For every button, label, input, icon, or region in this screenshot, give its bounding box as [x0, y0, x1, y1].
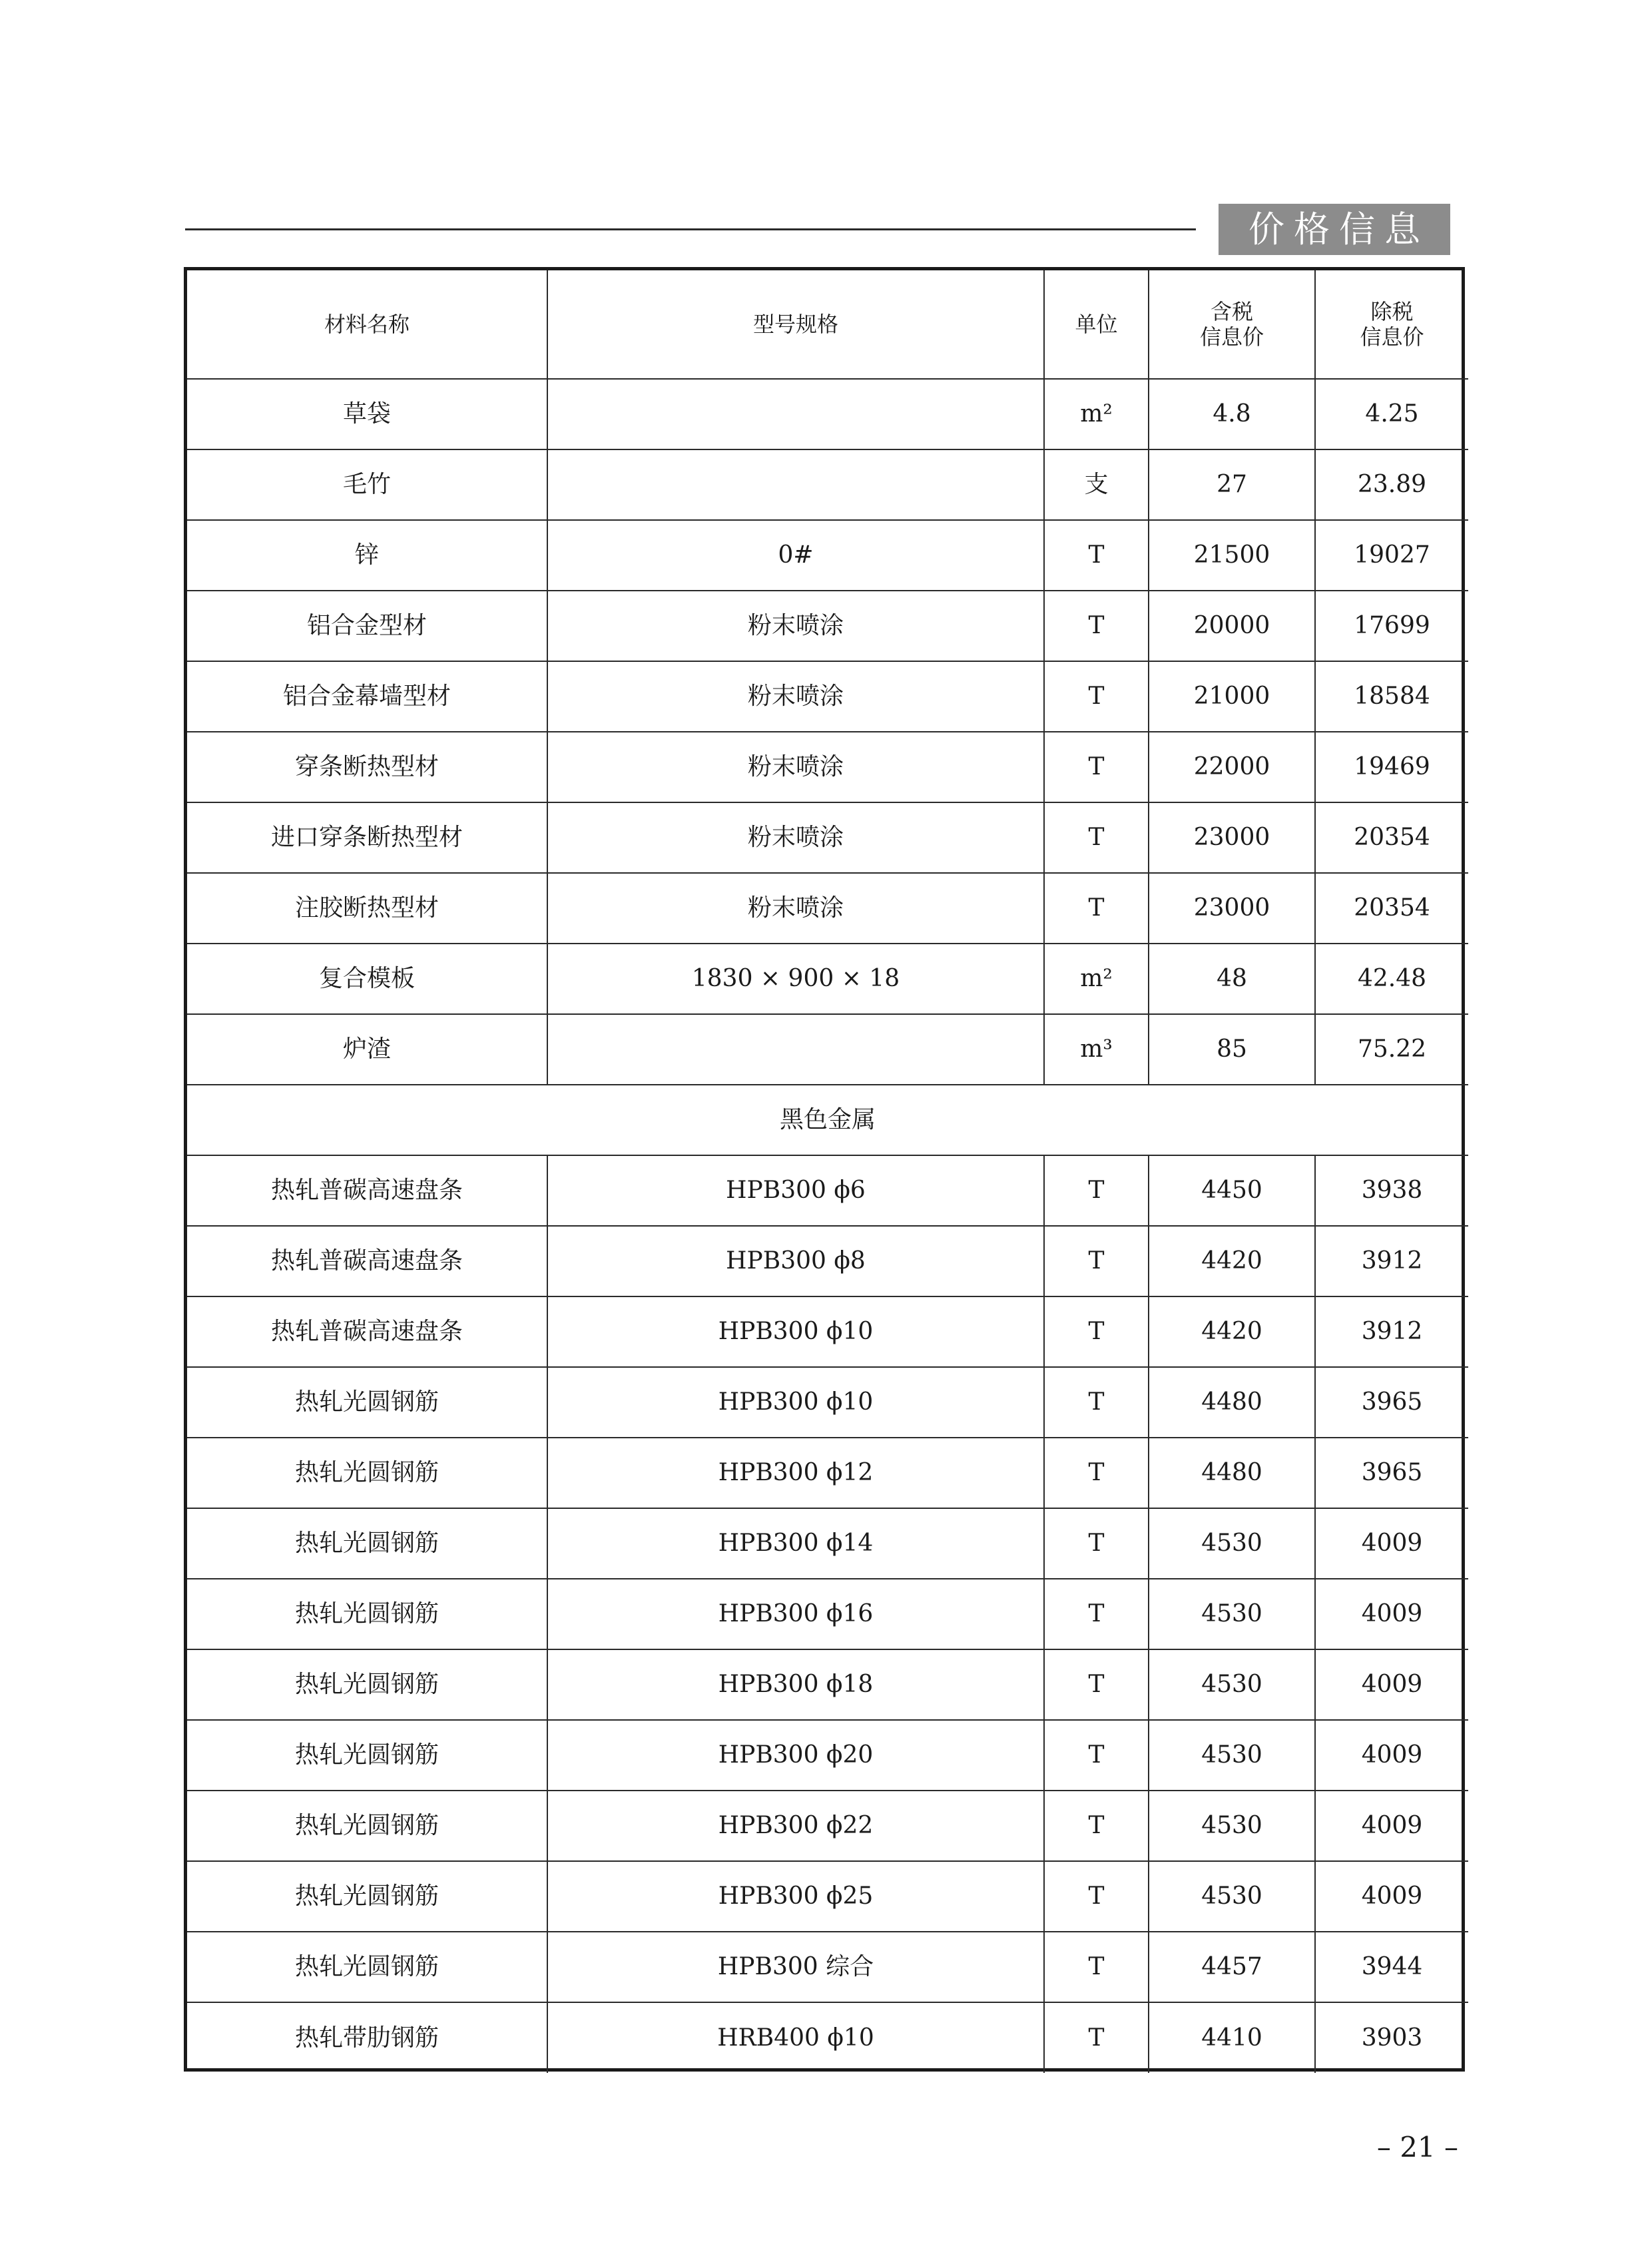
- column-header-tax-price: [1149, 270, 1315, 379]
- table-header-row: [187, 270, 1468, 379]
- cell-unit: T: [1044, 1720, 1149, 1791]
- cell-spec: HPB300 综合: [547, 1932, 1044, 2002]
- cell-name: 注胶断热型材: [187, 873, 547, 944]
- table-row: [187, 873, 1468, 944]
- cell-tax-price: 23000: [1149, 873, 1315, 944]
- cell-name: 毛竹: [187, 449, 547, 520]
- table-row: [187, 520, 1468, 591]
- cell-name: 热轧普碳高速盘条: [187, 1296, 547, 1367]
- cell-spec: [547, 1014, 1044, 1085]
- column-header-spec: 型号规格: [547, 270, 1044, 379]
- cell-name: 热轧光圆钢筋: [187, 1438, 547, 1508]
- cell-unit: T: [1044, 661, 1149, 732]
- cell-notax-price: 42.48: [1315, 944, 1468, 1014]
- cell-spec: 粉末喷涂: [547, 802, 1044, 873]
- cell-tax-price: 4480: [1149, 1438, 1315, 1508]
- table-row: [187, 1438, 1468, 1508]
- cell-notax-price: 4009: [1315, 1791, 1468, 1861]
- cell-notax-price: 4009: [1315, 1861, 1468, 1932]
- cell-notax-price: 19027: [1315, 520, 1468, 591]
- table-row: [187, 1932, 1468, 2002]
- cell-spec: HPB300 ϕ6: [547, 1155, 1044, 1226]
- cell-notax-price: 75.22: [1315, 1014, 1468, 1085]
- cell-unit: m²: [1044, 379, 1149, 449]
- cell-notax-price: 23.89: [1315, 449, 1468, 520]
- table-row: [187, 802, 1468, 873]
- cell-tax-price: 4480: [1149, 1367, 1315, 1438]
- table-row: [187, 1579, 1468, 1649]
- cell-unit: T: [1044, 2002, 1149, 2073]
- cell-spec: HPB300 ϕ8: [547, 1226, 1044, 1296]
- cell-tax-price: 4530: [1149, 1720, 1315, 1791]
- cell-unit: T: [1044, 732, 1149, 802]
- cell-tax-price: 4457: [1149, 1932, 1315, 2002]
- cell-tax-price: 4420: [1149, 1296, 1315, 1367]
- cell-notax-price: 20354: [1315, 802, 1468, 873]
- table-row: [187, 1720, 1468, 1791]
- cell-spec: HPB300 ϕ12: [547, 1438, 1044, 1508]
- table-row: [187, 1367, 1468, 1438]
- cell-unit: T: [1044, 1508, 1149, 1579]
- cell-tax-price: 21000: [1149, 661, 1315, 732]
- cell-unit: T: [1044, 1296, 1149, 1367]
- cell-notax-price: 3903: [1315, 2002, 1468, 2073]
- cell-name: 草袋: [187, 379, 547, 449]
- column-header-tax-price-line1: 含税: [1210, 298, 1253, 324]
- cell-notax-price: 4009: [1315, 1508, 1468, 1579]
- cell-tax-price: 4530: [1149, 1508, 1315, 1579]
- cell-tax-price: 85: [1149, 1014, 1315, 1085]
- section-label: 黑色金属: [187, 1085, 1468, 1155]
- cell-notax-price: 17699: [1315, 591, 1468, 661]
- cell-notax-price: 19469: [1315, 732, 1468, 802]
- cell-spec: HPB300 ϕ14: [547, 1508, 1044, 1579]
- cell-tax-price: 48: [1149, 944, 1315, 1014]
- column-header-notax-price-line2: 信息价: [1360, 324, 1424, 350]
- cell-name: 热轧光圆钢筋: [187, 1367, 547, 1438]
- cell-notax-price: 3944: [1315, 1932, 1468, 2002]
- cell-unit: 支: [1044, 449, 1149, 520]
- cell-tax-price: 4.8: [1149, 379, 1315, 449]
- header-rule: [185, 228, 1196, 230]
- cell-name: 热轧带肋钢筋: [187, 2002, 547, 2073]
- table-row: [187, 1508, 1468, 1579]
- cell-spec: 粉末喷涂: [547, 591, 1044, 661]
- cell-name: 铝合金型材: [187, 591, 547, 661]
- cell-name: 复合模板: [187, 944, 547, 1014]
- cell-unit: T: [1044, 1579, 1149, 1649]
- cell-tax-price: 4530: [1149, 1861, 1315, 1932]
- column-header-unit: 单位: [1044, 270, 1149, 379]
- cell-tax-price: 4530: [1149, 1649, 1315, 1720]
- cell-tax-price: 4530: [1149, 1579, 1315, 1649]
- cell-unit: T: [1044, 520, 1149, 591]
- cell-tax-price: 4450: [1149, 1155, 1315, 1226]
- cell-tax-price: 23000: [1149, 802, 1315, 873]
- cell-tax-price: 4420: [1149, 1226, 1315, 1296]
- cell-notax-price: 3965: [1315, 1438, 1468, 1508]
- cell-name: 热轧光圆钢筋: [187, 1579, 547, 1649]
- table-row: [187, 1649, 1468, 1720]
- cell-name: 热轧光圆钢筋: [187, 1861, 547, 1932]
- cell-tax-price: 4410: [1149, 2002, 1315, 2073]
- price-table-container: [184, 267, 1465, 2072]
- table-row: [187, 379, 1468, 449]
- cell-name: 热轧光圆钢筋: [187, 1720, 547, 1791]
- table-row: [187, 1155, 1468, 1226]
- cell-notax-price: 3965: [1315, 1367, 1468, 1438]
- table-row: [187, 449, 1468, 520]
- cell-notax-price: 3938: [1315, 1155, 1468, 1226]
- cell-unit: T: [1044, 1932, 1149, 2002]
- cell-spec: HPB300 ϕ25: [547, 1861, 1044, 1932]
- cell-unit: T: [1044, 1861, 1149, 1932]
- cell-name: 进口穿条断热型材: [187, 802, 547, 873]
- table-row: [187, 591, 1468, 661]
- column-header-name: 材料名称: [187, 270, 547, 379]
- cell-spec: 粉末喷涂: [547, 732, 1044, 802]
- cell-unit: T: [1044, 1649, 1149, 1720]
- column-header-tax-price-line2: 信息价: [1199, 324, 1264, 350]
- cell-unit: T: [1044, 1155, 1149, 1226]
- cell-spec: HPB300 ϕ20: [547, 1720, 1044, 1791]
- cell-spec: 0#: [547, 520, 1044, 591]
- cell-unit: T: [1044, 873, 1149, 944]
- cell-notax-price: 4.25: [1315, 379, 1468, 449]
- cell-spec: 粉末喷涂: [547, 873, 1044, 944]
- table-row: [187, 1791, 1468, 1861]
- cell-name: 热轧光圆钢筋: [187, 1791, 547, 1861]
- cell-spec: HPB300 ϕ10: [547, 1296, 1044, 1367]
- section-title-badge: 价格信息: [1219, 204, 1450, 255]
- cell-notax-price: 18584: [1315, 661, 1468, 732]
- cell-spec: [547, 449, 1044, 520]
- table-row: [187, 2002, 1468, 2073]
- cell-notax-price: 4009: [1315, 1579, 1468, 1649]
- cell-spec: HPB300 ϕ10: [547, 1367, 1044, 1438]
- cell-tax-price: 20000: [1149, 591, 1315, 661]
- cell-tax-price: 27: [1149, 449, 1315, 520]
- cell-tax-price: 4530: [1149, 1791, 1315, 1861]
- price-table: [187, 270, 1468, 2073]
- cell-name: 穿条断热型材: [187, 732, 547, 802]
- cell-name: 热轧光圆钢筋: [187, 1932, 547, 2002]
- cell-name: 热轧光圆钢筋: [187, 1649, 547, 1720]
- cell-name: 锌: [187, 520, 547, 591]
- section-row: [187, 1085, 1468, 1155]
- cell-spec: HPB300 ϕ22: [547, 1791, 1044, 1861]
- cell-name: 热轧普碳高速盘条: [187, 1226, 547, 1296]
- cell-tax-price: 21500: [1149, 520, 1315, 591]
- cell-spec: HPB300 ϕ18: [547, 1649, 1044, 1720]
- table-row: [187, 944, 1468, 1014]
- cell-notax-price: 3912: [1315, 1226, 1468, 1296]
- cell-name: 铝合金幕墙型材: [187, 661, 547, 732]
- cell-spec: 1830 × 900 × 18: [547, 944, 1044, 1014]
- cell-spec: HRB400 ϕ10: [547, 2002, 1044, 2073]
- table-body: [187, 379, 1468, 2073]
- cell-notax-price: 4009: [1315, 1720, 1468, 1791]
- page-number: – 21 –: [1376, 2131, 1458, 2163]
- cell-unit: T: [1044, 802, 1149, 873]
- cell-spec: HPB300 ϕ16: [547, 1579, 1044, 1649]
- cell-unit: T: [1044, 1438, 1149, 1508]
- cell-notax-price: 4009: [1315, 1649, 1468, 1720]
- table-row: [187, 732, 1468, 802]
- cell-name: 热轧普碳高速盘条: [187, 1155, 547, 1226]
- column-header-notax-price: [1315, 270, 1468, 379]
- column-header-notax-price-line1: 除税: [1370, 298, 1414, 324]
- table-row: [187, 1861, 1468, 1932]
- cell-spec: 粉末喷涂: [547, 661, 1044, 732]
- cell-name: 炉渣: [187, 1014, 547, 1085]
- cell-tax-price: 22000: [1149, 732, 1315, 802]
- table-row: [187, 1014, 1468, 1085]
- cell-notax-price: 20354: [1315, 873, 1468, 944]
- cell-unit: T: [1044, 591, 1149, 661]
- table-row: [187, 661, 1468, 732]
- table-row: [187, 1226, 1468, 1296]
- cell-notax-price: 3912: [1315, 1296, 1468, 1367]
- cell-unit: T: [1044, 1226, 1149, 1296]
- cell-unit: m²: [1044, 944, 1149, 1014]
- cell-name: 热轧光圆钢筋: [187, 1508, 547, 1579]
- cell-unit: m³: [1044, 1014, 1149, 1085]
- cell-unit: T: [1044, 1791, 1149, 1861]
- table-row: [187, 1296, 1468, 1367]
- cell-spec: [547, 379, 1044, 449]
- cell-unit: T: [1044, 1367, 1149, 1438]
